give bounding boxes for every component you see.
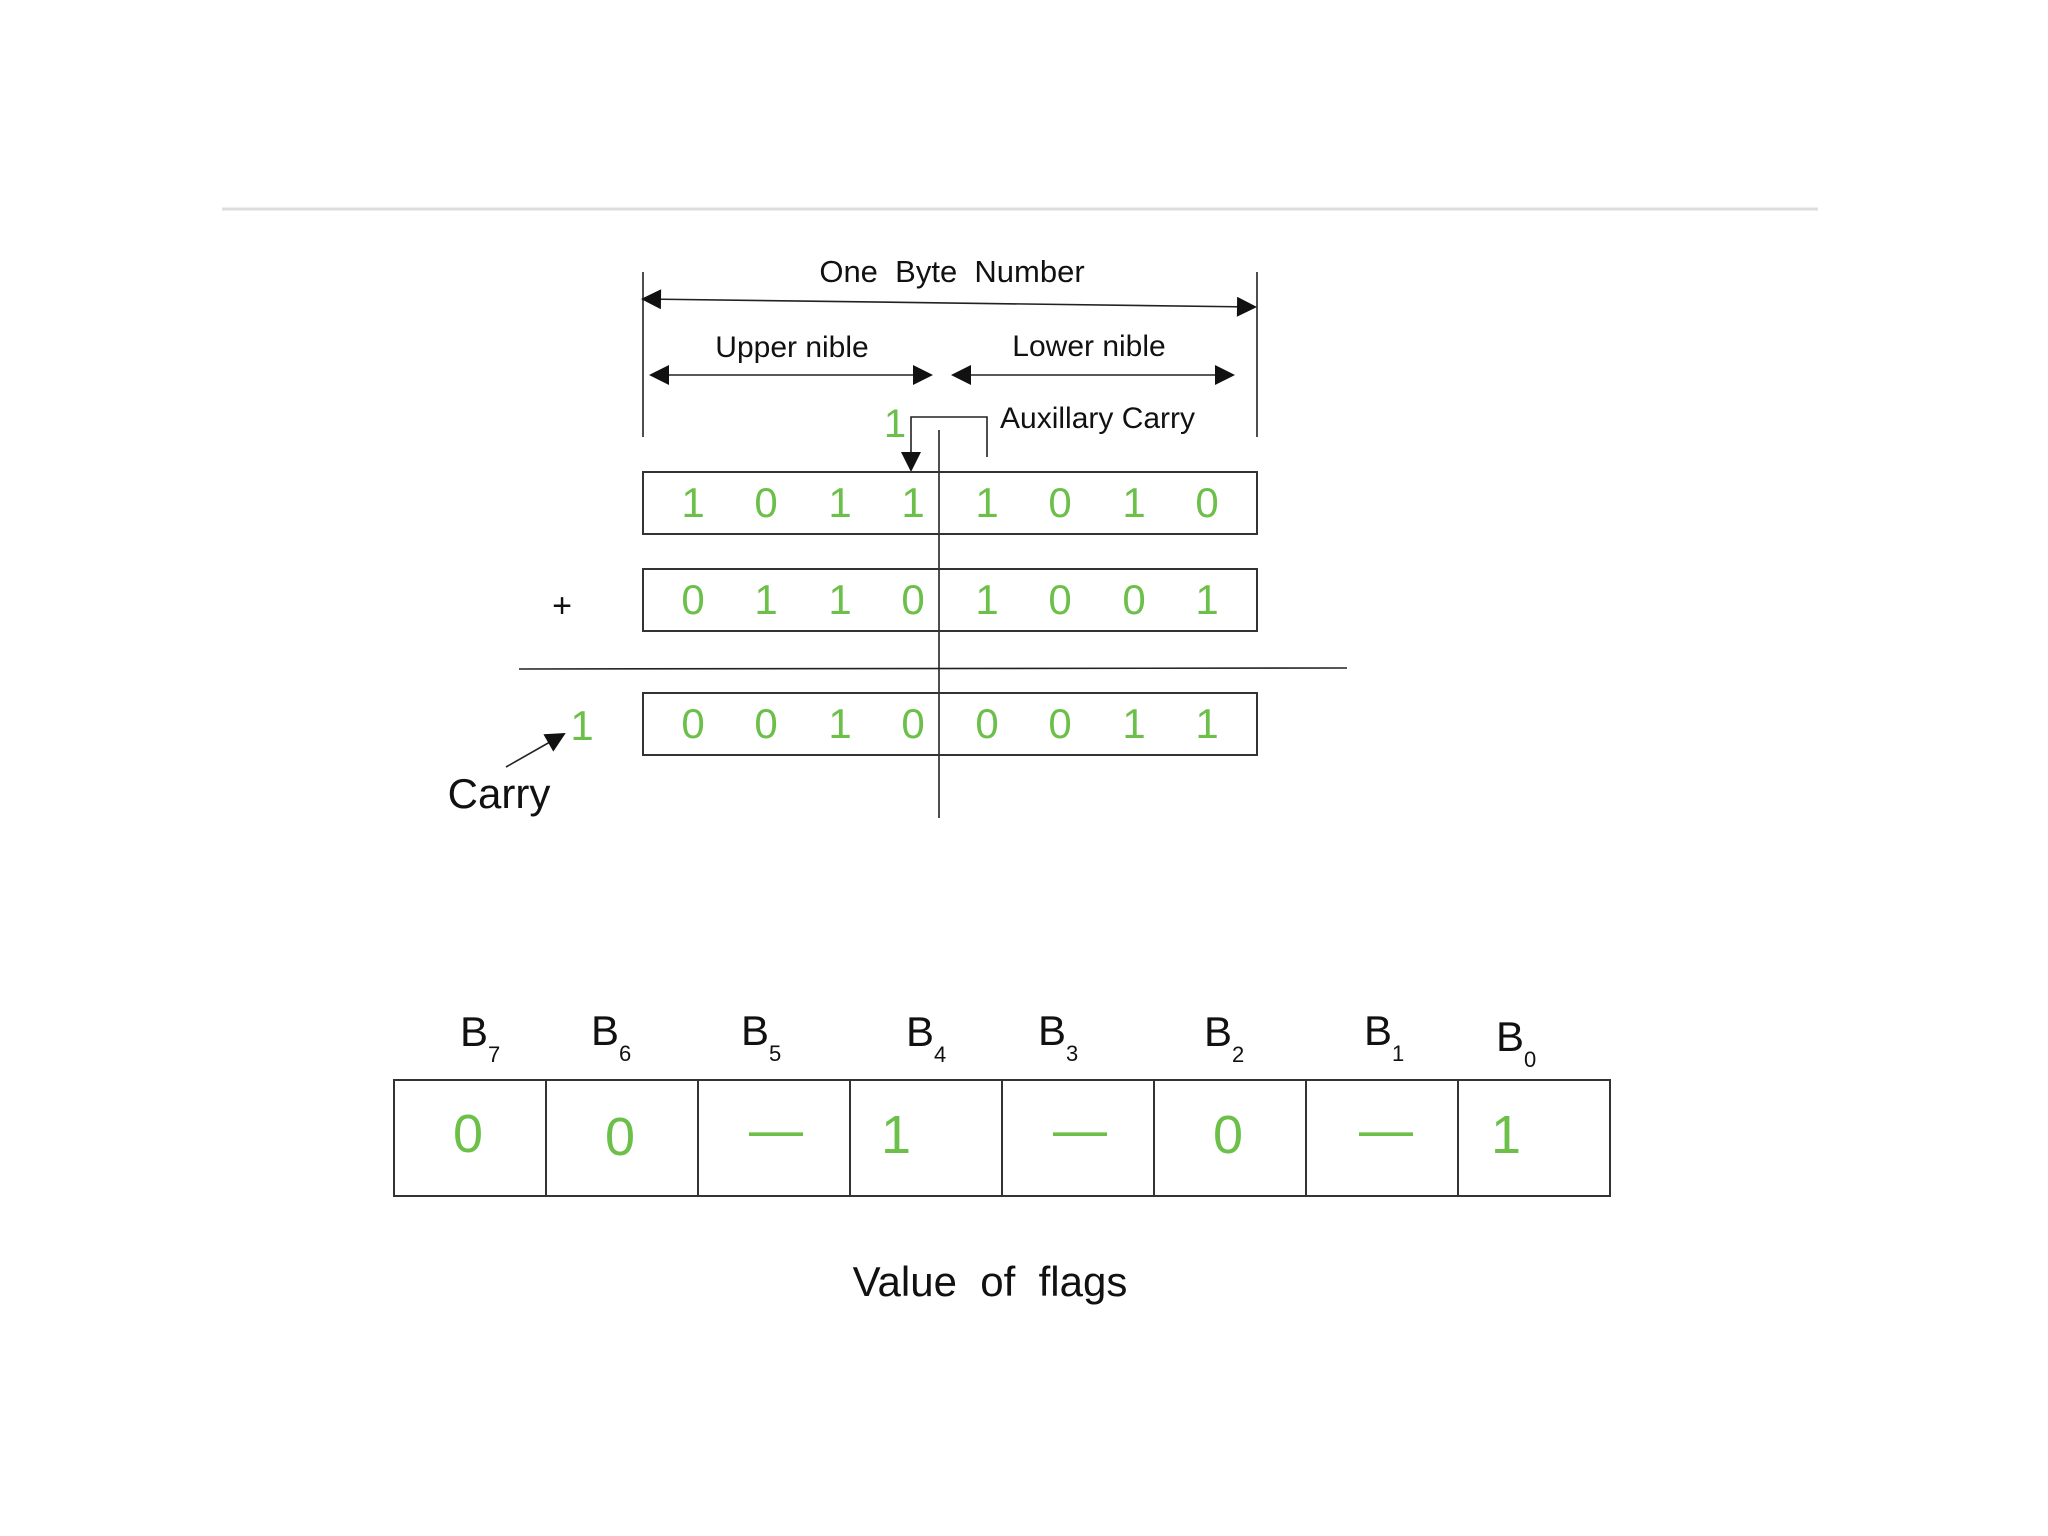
one-byte-label: One Byte Number: [819, 254, 1085, 289]
row-sum-digit: 1: [1122, 700, 1146, 747]
flag-header-b2: $B_2$: [1204, 1008, 1245, 1067]
carry-label: Carry: [447, 770, 551, 817]
one-byte-arrow: [643, 299, 1255, 307]
flag-value-b3: —: [1053, 1100, 1107, 1160]
row-a-digit: 1: [975, 479, 999, 526]
carry-bit: 1: [570, 702, 594, 749]
flag-header-b4: $B_4$: [906, 1008, 947, 1067]
flag-value-b7: 0: [452, 1104, 484, 1164]
row-b-digits: [681, 576, 1218, 623]
sum-line: [519, 668, 1347, 669]
upper-nibble-label: Upper nible: [715, 331, 869, 364]
row-b-digit: 1: [1195, 576, 1219, 623]
row-sum-digit: 1: [1195, 700, 1219, 747]
row-b-digit: 1: [828, 576, 852, 623]
row-a-digit: 1: [828, 479, 852, 526]
flag-value-b2: 0: [1212, 1105, 1244, 1165]
row-a-digit: 0: [754, 479, 778, 526]
flag-value-b0: 1: [1490, 1105, 1522, 1165]
flag-value-b6: 0: [604, 1107, 636, 1167]
row-a-digit: 0: [1195, 479, 1219, 526]
flag-value-b4: 1: [880, 1105, 912, 1165]
row-sum-box: [643, 693, 1257, 755]
flag-value-b1: —: [1359, 1100, 1413, 1160]
flag-header-b1: $B_1$: [1364, 1007, 1405, 1066]
aux-carry-bit: 1: [883, 402, 907, 446]
row-a-digit: 0: [1048, 479, 1072, 526]
row-a-digit: 1: [681, 479, 705, 526]
row-b-box: [643, 569, 1257, 631]
row-sum-digit: 0: [754, 700, 778, 747]
row-b-digit: 0: [901, 576, 925, 623]
aux-carry-label: Auxillary Carry: [1000, 402, 1196, 435]
flag-header-b3: $B_3$: [1038, 1007, 1079, 1066]
lower-nibble-label: Lower nible: [1012, 330, 1166, 363]
row-b-digit: 1: [975, 576, 999, 623]
row-sum-digit: 0: [901, 700, 925, 747]
flag-header-b7: $B_7$: [460, 1008, 501, 1067]
row-b-digit: 1: [754, 576, 778, 623]
row-a-digits: [681, 479, 1218, 526]
flag-value-b5: —: [749, 1100, 803, 1160]
flag-header-b0: $B_0$: [1496, 1013, 1537, 1072]
row-sum-digit: 0: [681, 700, 705, 747]
flag-header-b5: $B_5$: [741, 1007, 782, 1066]
flag-header-b6: $B_6$: [591, 1007, 632, 1066]
row-sum-digit: 1: [828, 700, 852, 747]
aux-carry-bracket: [911, 417, 987, 470]
row-b-digit: 0: [1122, 576, 1146, 623]
row-b-digit: 0: [681, 576, 705, 623]
row-sum-digit: 0: [975, 700, 999, 747]
flags-table: [394, 1007, 1610, 1196]
row-sum-digit: 0: [1048, 700, 1072, 747]
row-a-box: [643, 472, 1257, 534]
row-a-digit: 1: [1122, 479, 1146, 526]
row-a-digit: 1: [901, 479, 925, 526]
row-b-digit: 0: [1048, 576, 1072, 623]
flags-caption: Value of flags: [852, 1258, 1128, 1305]
row-sum-digits: [681, 700, 1218, 747]
carry-arrow: [506, 734, 564, 767]
plus-sign: +: [552, 587, 572, 625]
